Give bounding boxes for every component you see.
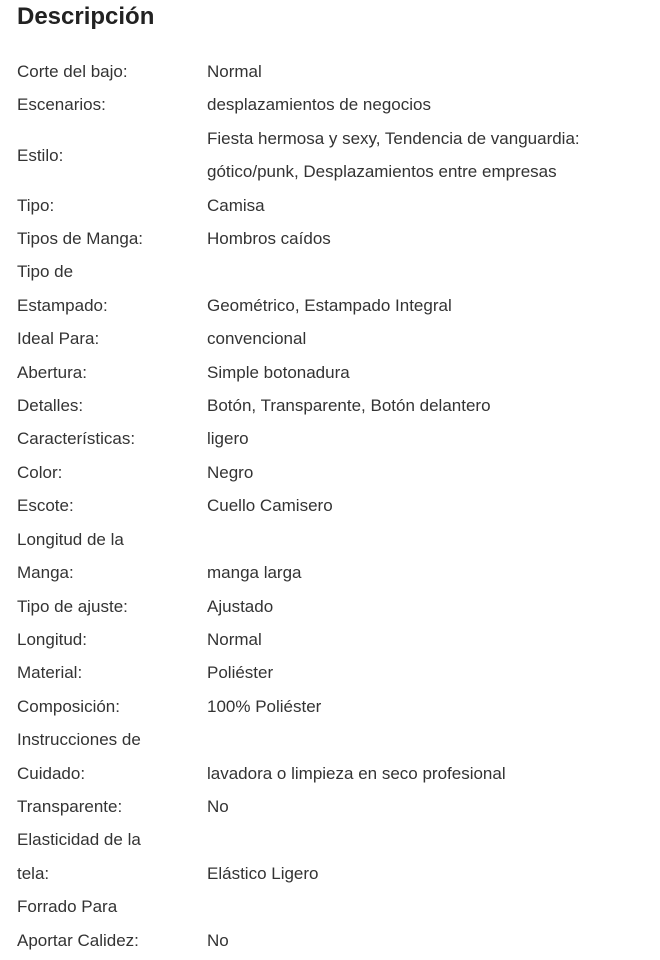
spec-label: Longitud: [17, 629, 87, 649]
spec-value: manga larga [207, 563, 302, 583]
spec-label: Estilo: [17, 145, 64, 165]
spec-label [17, 823, 207, 890]
spec-label-line: Forrado Para [17, 897, 118, 917]
spec-label: Tipos de Manga: [17, 229, 143, 249]
spec-value: Negro [207, 462, 254, 482]
spec-list [17, 55, 660, 957]
spec-row-longitud-de-la-manga [17, 523, 660, 590]
spec-value: Poliéster [207, 663, 274, 683]
spec-row-transparente [17, 790, 660, 823]
spec-row-tipos-de-manga [17, 222, 660, 255]
spec-row-tipo-de-ajuste [17, 590, 660, 623]
spec-label-line: Instrucciones de [17, 730, 141, 750]
spec-label-line: Estampado: [17, 295, 108, 315]
spec-label [17, 255, 207, 322]
spec-value-line: Fiesta hermosa y sexy, Tendencia de vanguardia: [207, 128, 580, 148]
spec-label: Escenarios: [17, 95, 106, 115]
spec-row-elasticidad-de-la-tela [17, 823, 660, 890]
spec-value: Elástico Ligero [207, 863, 319, 883]
spec-row-escenarios [17, 88, 660, 121]
spec-row-composicion [17, 690, 660, 723]
spec-label [17, 890, 207, 957]
spec-row-color [17, 456, 660, 489]
spec-value: Normal [207, 629, 262, 649]
spec-label: Corte del bajo: [17, 62, 128, 81]
spec-label-line: Longitud de la [17, 529, 124, 549]
spec-label [17, 523, 207, 590]
spec-label: Características: [17, 429, 136, 449]
spec-row-escote [17, 489, 660, 522]
spec-value: lavadora o limpieza en seco profesional [207, 763, 506, 783]
spec-row-detalles [17, 389, 660, 422]
spec-value: Botón, Transparente, Botón delantero [207, 396, 491, 416]
spec-row-abertura [17, 356, 660, 389]
spec-row-ideal-para [17, 322, 660, 355]
spec-value: No [207, 930, 229, 950]
spec-value-line: gótico/punk, Desplazamientos entre empresas [207, 162, 557, 182]
spec-value: ligero [207, 429, 249, 449]
spec-row-instrucciones-de-cuidado [17, 723, 660, 790]
spec-row-material [17, 656, 660, 689]
spec-value: 100% Poliéster [207, 696, 322, 716]
spec-label-line: tela: [17, 863, 50, 883]
spec-value: No [207, 796, 229, 816]
spec-value: Simple botonadura [207, 362, 350, 382]
spec-value: Cuello Camisero [207, 496, 333, 516]
spec-value: convencional [207, 329, 307, 349]
spec-label: Transparente: [17, 796, 123, 816]
spec-label-line: Elasticidad de la [17, 830, 141, 850]
spec-value: Camisa [207, 195, 265, 215]
spec-label [17, 723, 207, 790]
spec-row-tipo-de-estampado [17, 255, 660, 322]
spec-label: Escote: [17, 496, 74, 516]
spec-value: Normal [207, 62, 262, 81]
spec-label-line: Tipo de [17, 262, 74, 282]
spec-label: Ideal Para: [17, 329, 100, 349]
spec-row-caracteristicas [17, 422, 660, 455]
spec-row-estilo [17, 122, 660, 189]
section-title: Descripción [17, 3, 155, 30]
spec-label: Detalles: [17, 396, 84, 416]
spec-label-line: Aportar Calidez: [17, 930, 139, 950]
spec-label: Tipo: [17, 195, 55, 215]
spec-row-longitud [17, 623, 660, 656]
spec-value [207, 122, 660, 189]
spec-label-line: Manga: [17, 563, 74, 583]
spec-label: Color: [17, 462, 63, 482]
spec-row-corte-del-bajo [17, 55, 660, 88]
spec-value: Ajustado [207, 596, 274, 616]
spec-value: desplazamientos de negocios [207, 95, 431, 115]
spec-row-forrado-para-aportar-calidez [17, 890, 660, 957]
spec-value: Geométrico, Estampado Integral [207, 295, 452, 315]
spec-label: Composición: [17, 696, 120, 716]
spec-label-line: Cuidado: [17, 763, 86, 783]
spec-value: Hombros caídos [207, 229, 331, 249]
spec-label: Abertura: [17, 362, 87, 382]
spec-label: Material: [17, 663, 83, 683]
spec-row-tipo [17, 189, 660, 222]
spec-label: Tipo de ajuste: [17, 596, 128, 616]
